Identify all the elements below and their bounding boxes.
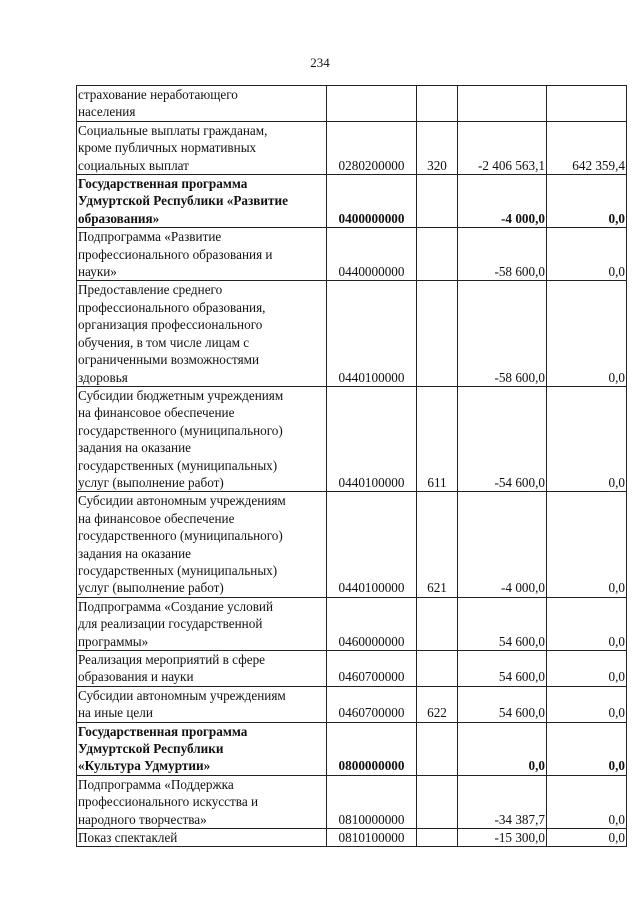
row-code-cell xyxy=(327,651,417,687)
row-code-cell xyxy=(327,228,417,281)
row-name-cell-text: Субсидии автономным учреждениям на финансовое обеспечение государственного (муниципального) задания на оказание государственных (муниципальных) услуг (выполнение работ) xyxy=(78,493,286,596)
row-value1-cell-text: -54 600,0 xyxy=(494,474,545,490)
row-value1-cell xyxy=(458,775,547,828)
row-value2-cell xyxy=(547,651,627,687)
row-value1-cell-text: -15 300,0 xyxy=(494,830,545,846)
row-name-cell-text: Подпрограмма «Поддержка профессионального искусства и народного творчества» xyxy=(78,776,259,827)
row-name-cell-text: Предоставление среднего профессионального образования, организация профессионального обучения, в том числе лицам с ограниченными возможностями здоровья xyxy=(78,282,266,385)
row-code-cell xyxy=(327,175,417,228)
table-row xyxy=(77,281,627,386)
row-value1-cell-text: -4 000,0 xyxy=(501,580,545,596)
table-row xyxy=(77,86,627,122)
row-value1-cell xyxy=(458,228,547,281)
row-value1-cell xyxy=(458,175,547,228)
row-code-cell-text: 0460700000 xyxy=(338,705,405,721)
table-row xyxy=(77,175,627,228)
row-name-cell-text: Государственная программа Удмуртской Республики «Культура Удмуртии» xyxy=(78,723,248,774)
row-type-cell xyxy=(417,651,458,687)
row-code-cell-text: 0400000000 xyxy=(338,210,405,226)
row-code-cell xyxy=(327,597,417,650)
row-name-cell xyxy=(77,651,327,687)
row-value1-cell-text: -58 600,0 xyxy=(494,369,545,385)
row-code-cell xyxy=(327,386,417,491)
budget-table xyxy=(76,85,627,847)
row-type-cell-text: 621 xyxy=(427,580,447,596)
row-name-cell xyxy=(77,775,327,828)
row-type-cell xyxy=(417,228,458,281)
row-code-cell-text: 0810100000 xyxy=(338,830,405,846)
row-name-cell-text: Показ спектаклей xyxy=(78,830,178,846)
table-row xyxy=(77,228,627,281)
row-code-cell xyxy=(327,281,417,386)
row-type-cell xyxy=(417,121,458,174)
table-row xyxy=(77,121,627,174)
row-value2-cell-text: 0,0 xyxy=(608,264,625,280)
row-value1-cell xyxy=(458,281,547,386)
row-name-cell xyxy=(77,228,327,281)
row-code-cell-text: 0810000000 xyxy=(338,811,405,827)
row-code-cell xyxy=(327,829,417,847)
row-name-cell-text: Субсидии бюджетным учреждениям на финансовое обеспечение государственного (муниципального) задания на оказание государственных (муниципальных) услуг (выполнение работ) xyxy=(78,387,284,490)
row-value1-cell xyxy=(458,492,547,597)
row-name-cell xyxy=(77,597,327,650)
row-value2-cell xyxy=(547,386,627,491)
row-type-cell-text: 611 xyxy=(427,474,447,490)
row-code-cell xyxy=(327,722,417,775)
table-row xyxy=(77,492,627,597)
row-name-cell xyxy=(77,492,327,597)
row-type-cell xyxy=(417,86,458,122)
row-type-cell xyxy=(417,492,458,597)
row-value1-cell-text: -2 406 563,1 xyxy=(477,157,545,173)
row-name-cell-text: Государственная программа Удмуртской Республики «Развитие образования» xyxy=(78,176,288,226)
row-value1-cell-text: 54 600,0 xyxy=(498,669,545,685)
table-row xyxy=(77,722,627,775)
row-value2-cell xyxy=(547,829,627,847)
row-value1-cell-text: -58 600,0 xyxy=(494,264,545,280)
row-code-cell-text: 0800000000 xyxy=(338,758,405,774)
row-type-cell-text: 320 xyxy=(427,157,447,173)
row-value2-cell xyxy=(547,597,627,650)
row-name-cell-text: страхование неработающего населения xyxy=(78,87,238,120)
table-row xyxy=(77,651,627,687)
row-value1-cell xyxy=(458,651,547,687)
row-code-cell xyxy=(327,492,417,597)
row-value2-cell-text: 642 359,4 xyxy=(572,157,625,173)
row-value2-cell xyxy=(547,722,627,775)
row-name-cell-text: Подпрограмма «Создание условий для реализации государственной программы» xyxy=(78,598,274,649)
row-value2-cell-text: 0,0 xyxy=(608,210,625,226)
row-value1-cell-text: -34 387,7 xyxy=(494,811,545,827)
row-code-cell-text: 0280200000 xyxy=(338,157,405,173)
row-name-cell-text: Социальные выплаты гражданам, кроме публичных нормативных социальных выплат xyxy=(78,122,268,173)
row-name-cell xyxy=(77,175,327,228)
row-value1-cell-text: 54 600,0 xyxy=(498,705,545,721)
row-value1-cell xyxy=(458,686,547,722)
row-name-cell-text: Субсидии автономным учреждениям на иные цели xyxy=(78,687,286,721)
row-value1-cell xyxy=(458,722,547,775)
row-value2-cell xyxy=(547,228,627,281)
row-value1-cell xyxy=(458,86,547,122)
row-value2-cell-text: 0,0 xyxy=(608,669,625,685)
budget-table-body xyxy=(77,86,627,847)
row-value2-cell-text: 0,0 xyxy=(608,580,625,596)
row-type-cell xyxy=(417,775,458,828)
table-row xyxy=(77,386,627,491)
row-type-cell xyxy=(417,281,458,386)
row-value1-cell-text: 0,0 xyxy=(528,758,545,774)
row-value1-cell xyxy=(458,829,547,847)
row-code-cell-text: 0440100000 xyxy=(338,369,405,385)
row-name-cell xyxy=(77,722,327,775)
row-name-cell xyxy=(77,829,327,847)
row-value1-cell xyxy=(458,386,547,491)
row-value1-cell-text: 54 600,0 xyxy=(498,633,545,649)
row-type-cell xyxy=(417,722,458,775)
row-code-cell-text: 0460700000 xyxy=(338,669,405,685)
row-name-cell xyxy=(77,281,327,386)
table-row xyxy=(77,829,627,847)
row-name-cell xyxy=(77,121,327,174)
row-code-cell xyxy=(327,775,417,828)
row-value1-cell-text: -4 000,0 xyxy=(501,210,545,226)
page-number: 234 xyxy=(310,55,330,70)
row-code-cell-text: 0440100000 xyxy=(338,580,405,596)
row-value2-cell xyxy=(547,492,627,597)
row-value2-cell-text: 0,0 xyxy=(608,811,625,827)
row-value2-cell xyxy=(547,686,627,722)
row-value2-cell-text: 0,0 xyxy=(608,705,625,721)
row-code-cell xyxy=(327,86,417,122)
row-value2-cell-text: 0,0 xyxy=(608,758,625,774)
row-name-cell-text: Реализация мероприятий в сфере образования и науки xyxy=(78,652,266,685)
row-name-cell-text: Подпрограмма «Развитие профессионального образования и науки» xyxy=(78,229,273,280)
row-value1-cell xyxy=(458,597,547,650)
row-value2-cell-text: 0,0 xyxy=(608,474,625,490)
row-code-cell-text: 0460000000 xyxy=(338,633,405,649)
row-value2-cell xyxy=(547,175,627,228)
row-code-cell-text: 0440100000 xyxy=(338,474,405,490)
row-code-cell xyxy=(327,121,417,174)
row-type-cell xyxy=(417,597,458,650)
row-value2-cell xyxy=(547,775,627,828)
row-name-cell xyxy=(77,386,327,491)
row-value2-cell-text: 0,0 xyxy=(608,633,625,649)
row-value2-cell xyxy=(547,121,627,174)
row-value2-cell xyxy=(547,281,627,386)
row-value2-cell-text: 0,0 xyxy=(608,830,625,846)
row-type-cell xyxy=(417,686,458,722)
row-name-cell xyxy=(77,86,327,122)
row-code-cell xyxy=(327,686,417,722)
row-type-cell xyxy=(417,175,458,228)
row-name-cell xyxy=(77,686,327,722)
table-row xyxy=(77,686,627,722)
row-code-cell-text: 0440000000 xyxy=(338,264,405,280)
row-type-cell xyxy=(417,829,458,847)
row-type-cell xyxy=(417,386,458,491)
table-row xyxy=(77,597,627,650)
table-row xyxy=(77,775,627,828)
row-value2-cell xyxy=(547,86,627,122)
row-value2-cell-text: 0,0 xyxy=(608,369,625,385)
row-value1-cell xyxy=(458,121,547,174)
row-type-cell-text: 622 xyxy=(427,705,447,721)
